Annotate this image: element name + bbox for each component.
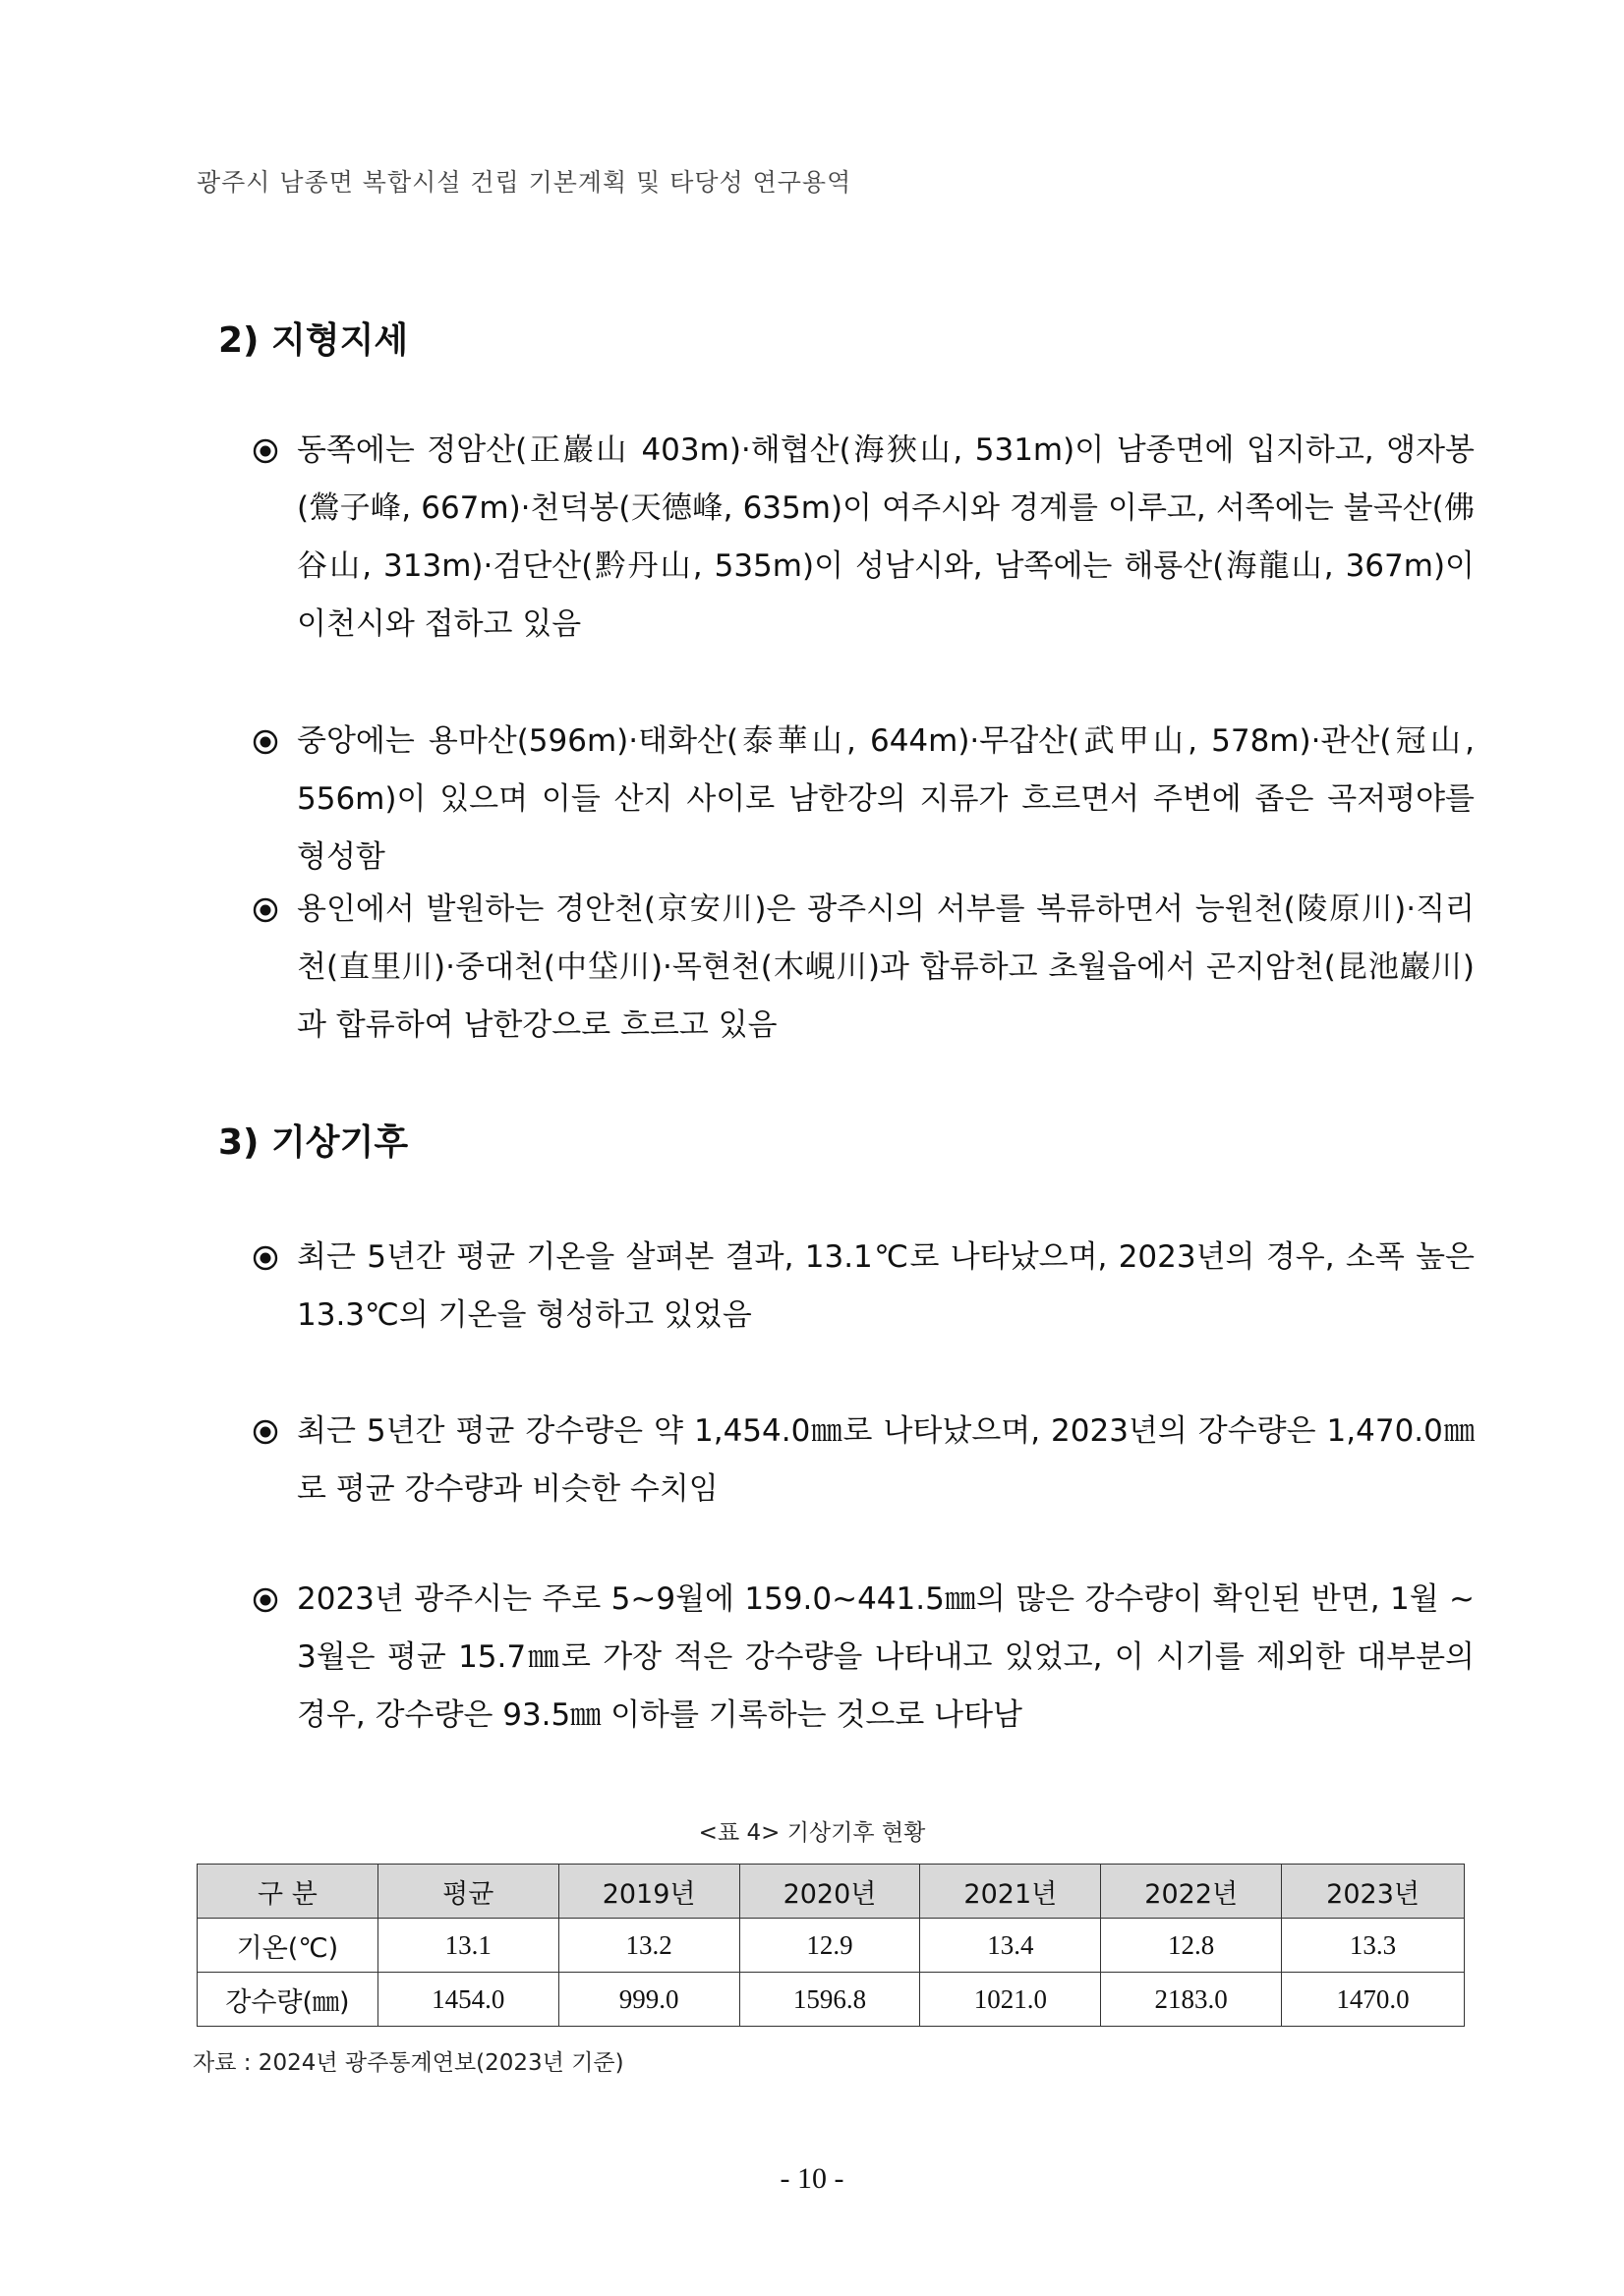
row-label-cell: 기온(℃) [198,1919,378,1973]
table-row [198,1919,1465,1973]
header-cell: 2019년 [558,1865,739,1919]
bullet-text: 중앙에는 용마산(596m)·태화산(泰華山, 644m)·무갑산(武甲山, 578m)·관산(冠山, 556m)이 있으며 이들 산지 사이로 남한강의 지류가 흐르면서 주변에 좁은 곡저평야를 형성함 [297,723,1475,875]
table-cell: 1470.0 [1282,1973,1465,2027]
table-cell: 13.1 [377,1919,558,1973]
bullet-text: 최근 5년간 평균 강수량은 약 1,454.0㎜로 나타났으며, 2023년의 강수량은 1,470.0㎜로 평균 강수량과 비슷한 수치임 [297,1413,1475,1507]
bullet-item [246,422,1475,654]
table-cell: 13.4 [920,1919,1101,1973]
section-heading-climate: 3) 기상기후 [218,1122,409,1163]
table-cell: 12.8 [1101,1919,1282,1973]
table-caption: <표 4> 기상기후 현황 [698,1820,926,1846]
bullet-circle-icon [246,1229,285,1287]
header-cell: 2022년 [1101,1865,1282,1919]
bullet-circle-icon [246,881,285,939]
bullet-item [246,1229,1475,1345]
header-cell: 2020년 [739,1865,920,1919]
bullet-text: 2023년 광주시는 주로 5~9월에 159.0~441.5㎜의 많은 강수량이 확인된 반면, 1월 ~ 3월은 평균 15.7㎜로 가장 적은 강수량을 나타내고 있었고, 이 시기를 제외한 대부분의 경우, 강수량은 93.5㎜ 이하를 기록하는 것으로 나타남 [297,1581,1475,1733]
table-cell: 13.2 [558,1919,739,1973]
bullet-circle-icon [246,422,285,480]
bullet-item [246,881,1475,1055]
bullet-text: 동쪽에는 정암산(正巖山 403m)·해협산(海狹山, 531m)이 남종면에 입지하고, 앵자봉(鶯子峰, 667m)·천덕봉(天德峰, 635m)이 여주시와 경계를 이루고, 서쪽에는 불곡산(佛谷山, 313m)·검단산(黔丹山, 535m)이 성남시와, 남쪽에는 해룡산(海龍山, 367m)이 이천시와 접하고 있음 [297,432,1475,642]
page-number: - 10 - [780,2162,844,2195]
row-label-cell: 강수량(㎜) [198,1973,378,2027]
bullet-item [246,713,1475,887]
bullet-circle-icon [246,1571,285,1629]
header-cell: 평균 [377,1865,558,1919]
source-note: 자료 : 2024년 광주통계연보(2023년 기준) [193,2050,624,2076]
bullet-text: 최근 5년간 평균 기온을 살펴본 결과, 13.1℃로 나타났으며, 2023년의 경우, 소폭 높은 13.3℃의 기온을 형성하고 있었음 [297,1239,1475,1333]
header-cell: 2023년 [1282,1865,1465,1919]
section-heading-terrain: 2) 지형지세 [218,320,409,361]
header-cell: 구 분 [198,1865,378,1919]
bullet-item [246,1571,1475,1745]
running-header: 광주시 남종면 복합시설 건립 기본계획 및 타당성 연구용역 [197,168,852,197]
bullet-circle-icon [246,1403,285,1461]
header-cell: 2021년 [920,1865,1101,1919]
table-cell: 1021.0 [920,1973,1101,2027]
table-cell: 12.9 [739,1919,920,1973]
table-cell: 1454.0 [377,1973,558,2027]
table-cell: 1596.8 [739,1973,920,2027]
table-header-row [198,1865,1465,1919]
table-row [198,1973,1465,2027]
bullet-circle-icon [246,713,285,771]
table-cell: 13.3 [1282,1919,1465,1973]
table-cell: 999.0 [558,1973,739,2027]
bullet-item [246,1403,1475,1519]
table-cell: 2183.0 [1101,1973,1282,2027]
climate-table [197,1864,1465,2027]
bullet-text: 용인에서 발원하는 경안천(京安川)은 광주시의 서부를 복류하면서 능원천(陵原川)·직리천(直里川)·중대천(中垈川)·목현천(木峴川)과 합류하고 초월읍에서 곤지암천(昆池巖川)과 합류하여 남한강으로 흐르고 있음 [297,891,1475,1043]
